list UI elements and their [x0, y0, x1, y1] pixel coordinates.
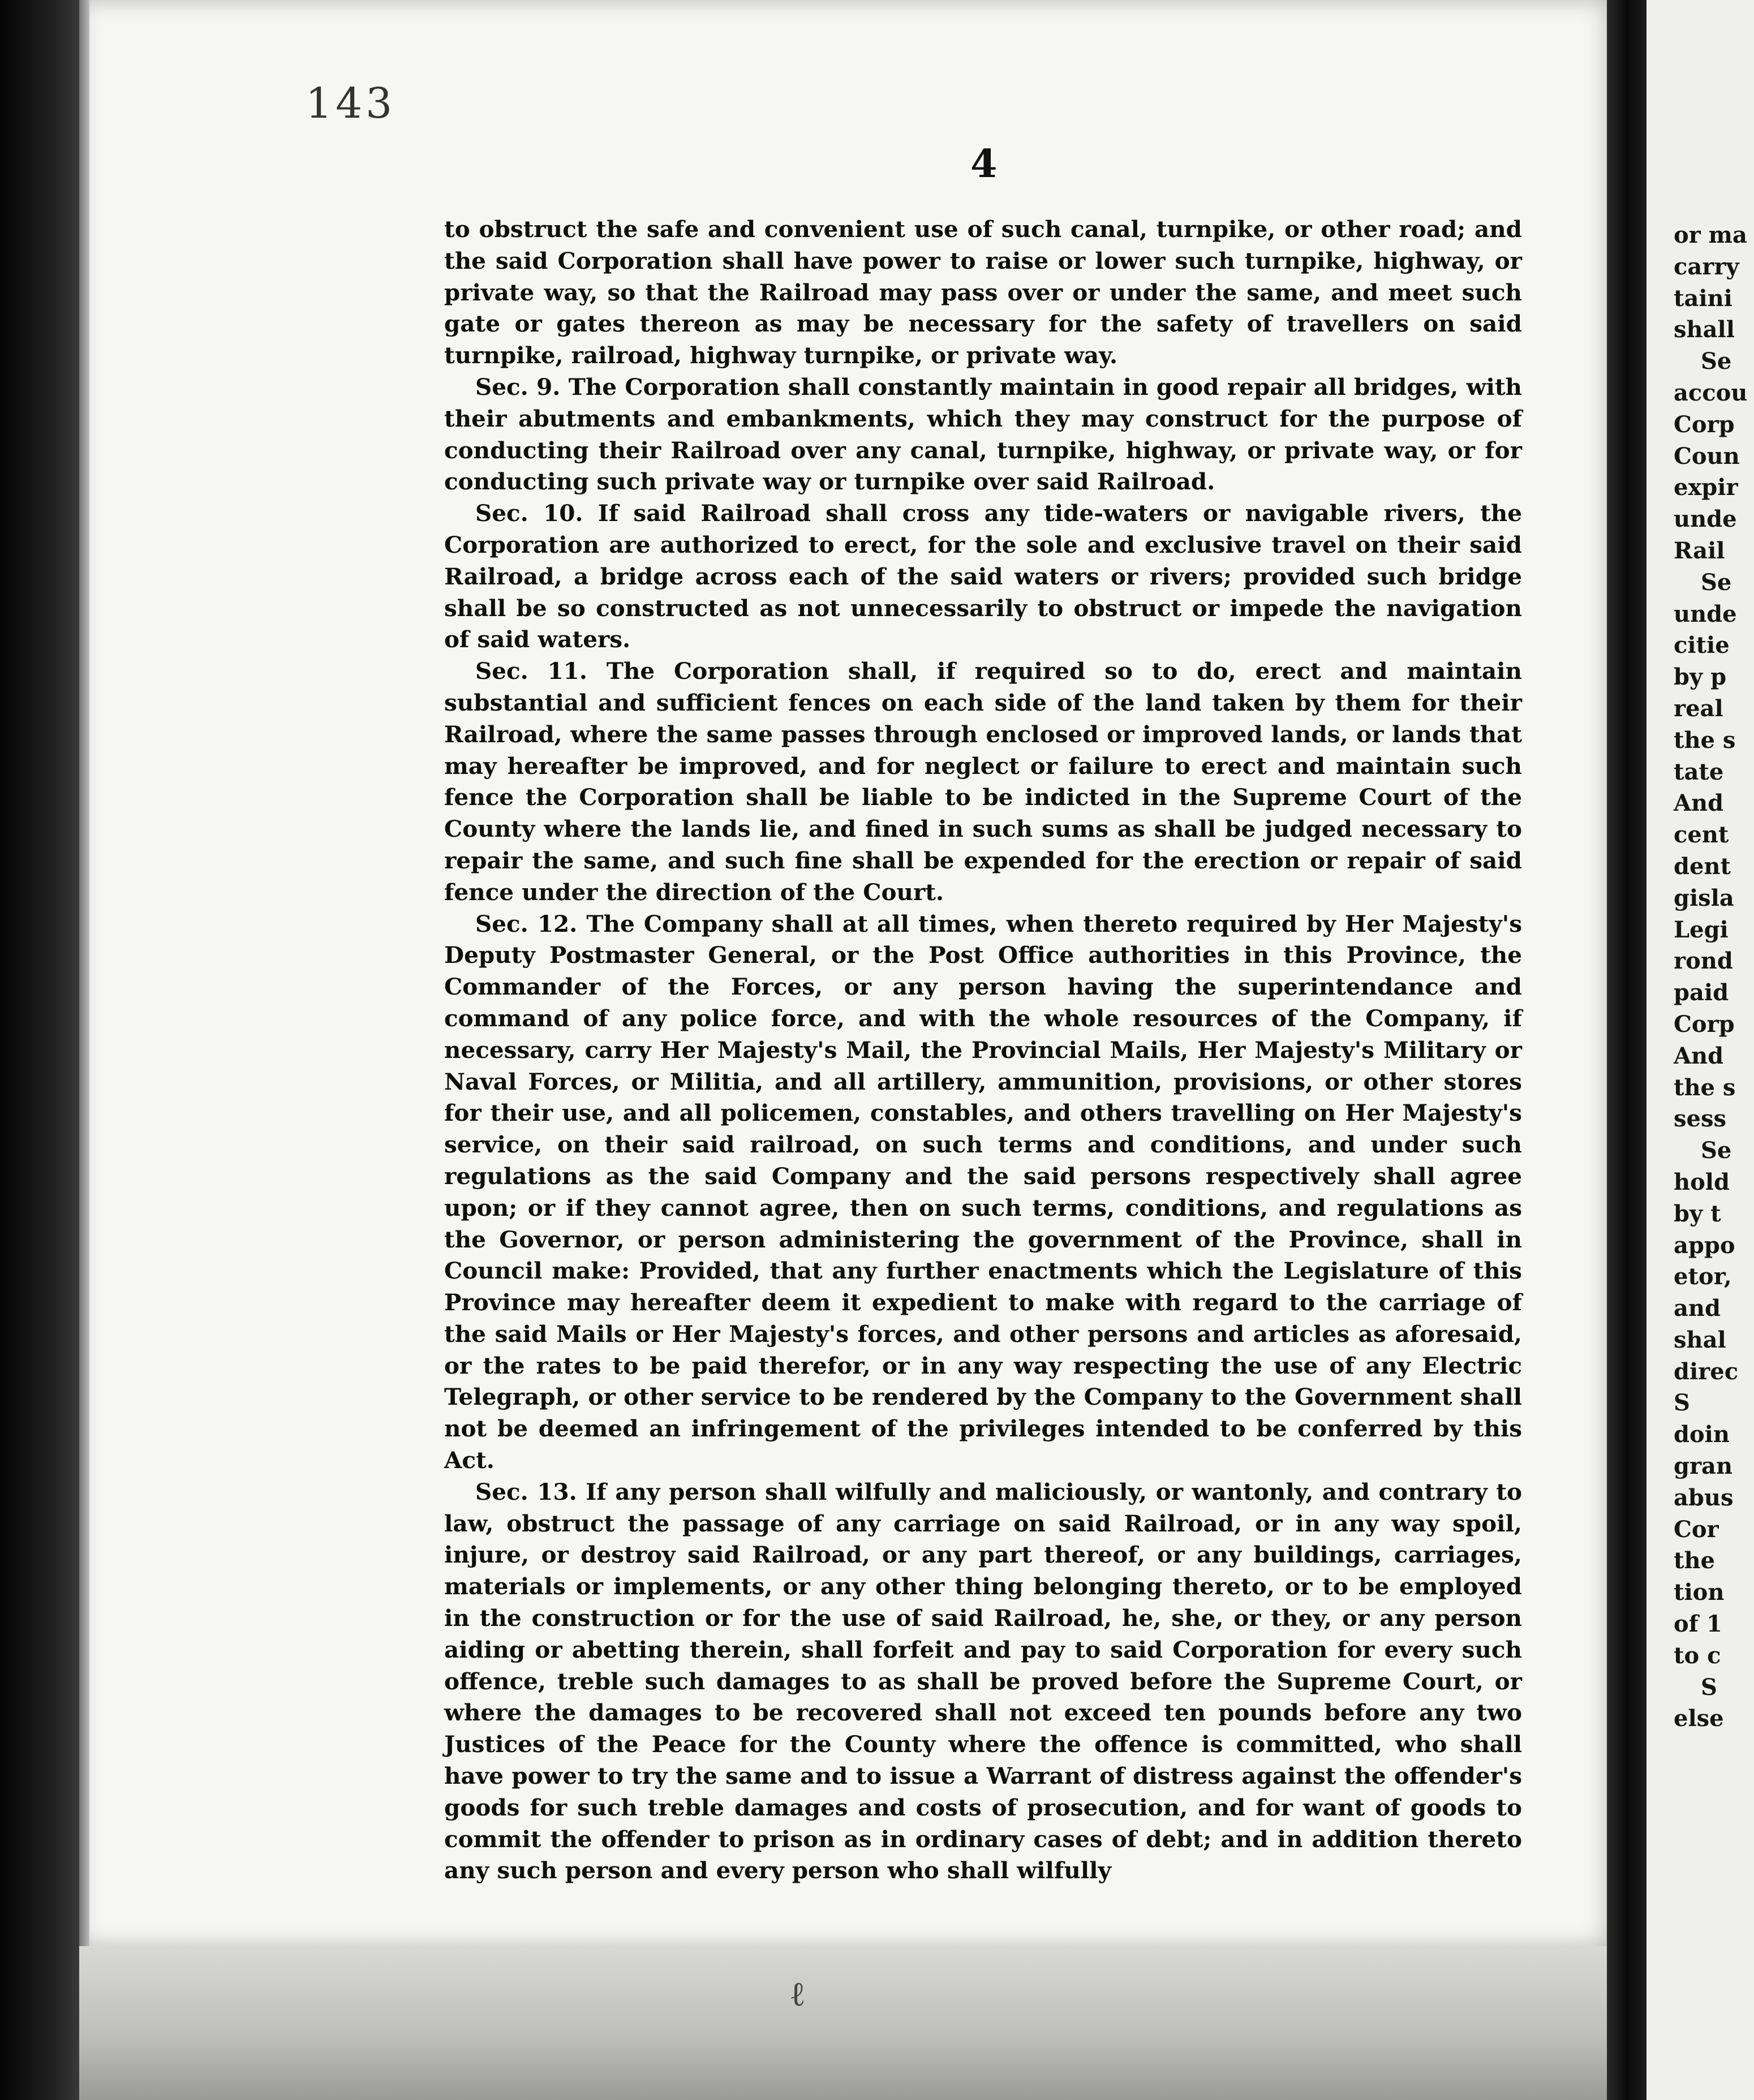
fragment-line: Legi	[1674, 916, 1729, 943]
paragraph-sec-9: Sec. 9. The Corporation shall constantly maintain in good repair all bridges, with their abutments and embankments, which they may construct for the purpose of conducting their Railroad over any canal, turnpike, highway, or private way, or for conducting such private way or turnpike over said Railroad.	[444, 373, 1522, 496]
fragment-line: gisla	[1674, 884, 1734, 911]
fragment-line: and	[1674, 1295, 1721, 1322]
fragment-line: appo	[1674, 1232, 1735, 1259]
fragment-line: the s	[1674, 726, 1736, 754]
fragment-line: hold	[1674, 1168, 1730, 1195]
paragraph-sec-13: Sec. 13. If any person shall wilfully and maliciously, or wantonly, and contrary to law, obstruct the passage of any carriage on said Railroad, or in any way spoil, injure, or destroy said Railroad, or any part thereof, or any buildings, carriages, materials or implements, or any other thing belonging thereto, or to be employed in the construction or for the use of said Railroad, he, she, or they, or any person aiding or abetting therein, shall forfeit and pay to said Corporation for every such offence, treble such damages to as shall be proved before the Supreme Court, or where the damages to be recovered shall not exceed ten pounds before any two Justices of the Peace for the County where the offence is committed, who shall have power to try the same and to issue a Warrant of distress against the offender's goods for such treble damages and costs of prosecution, and for want of goods to commit the offender to prison as in ordinary cases of debt; and in addition thereto any such person and every person who shall wilfully	[444, 1478, 1522, 1884]
fragment-line: the s	[1674, 1074, 1736, 1101]
fragment-line: to c	[1674, 1642, 1721, 1669]
fragment-line: of 1	[1674, 1611, 1722, 1638]
fragment-line: Corp	[1674, 1010, 1735, 1038]
fragment-line: S	[1701, 1673, 1717, 1701]
fragment-line: S	[1674, 1389, 1690, 1417]
fragment-line: gran	[1674, 1453, 1733, 1480]
fragment-line: expir	[1674, 474, 1738, 501]
fragment-line: Corp	[1674, 411, 1735, 438]
fragment-line: Se	[1701, 569, 1732, 596]
paragraph-sec-12: Sec. 12. The Company shall at all times, when thereto required by Her Majesty's Deputy Postmaster General, or the Post Office authorities in this Province, the Commander of the Forces, or any person having the superintendance and command of any police force, and with the whole resources of the Company, if necessary, carry Her Majesty's Mail, the Provincial Mails, Her Majesty's Military or Naval Forces, or Militia, and all artillery, ammunition, provisions, or other stores for their use, and all policemen, constables, and others travelling on Her Majesty's service, on their said railroad, on such terms and conditions, and under such regulations as the said Company and the said persons respectively shall agree upon; or if they cannot agree, then on such terms, conditions, and regulations as the Governor, or person administering the government of the Province, shall in Council make: Provided, that any further enactments which the Legislature of this Province may hereafter deem it expedient to make with regard to the carriage of the said Mails or Her Majesty's forces, and other persons and articles as aforesaid, or the rates to be paid therefor, or in any way respecting the use of any Electric Telegraph, or other service to be rendered by the Company to the Government shall not be deemed an infringement of the privileges intended to be conferred by this Act.	[444, 910, 1522, 1474]
page-number: 4	[970, 141, 998, 187]
fragment-line: cent	[1674, 821, 1729, 849]
fragment-line: etor,	[1674, 1263, 1732, 1290]
fragment-line: And	[1674, 1042, 1724, 1069]
fragment-line: direc	[1674, 1358, 1739, 1385]
fragment-line: rond	[1674, 948, 1733, 975]
fragment-line: Coun	[1674, 442, 1740, 470]
fragment-line: Se	[1701, 1137, 1732, 1164]
fragment-line: Cor	[1674, 1516, 1719, 1543]
paragraph-sec-11: Sec. 11. The Corporation shall, if required so to do, erect and maintain substantial and sufficient fences on each side of the land taken by them for their Railroad, where the same passes through enclosed or improved lands, or lands that may hereafter be improved, and for neglect or failure to erect and maintain such fence the Corporation shall be liable to be indicted in the Supreme Court of the County where the lands lie, and fined in such sums as shall be judged necessary to repair the same, and such fine shall be expended for the erection or repair of said fence under the direction of the Court.	[444, 657, 1522, 906]
fragment-line: citie	[1674, 632, 1730, 659]
fragment-line: tion	[1674, 1579, 1725, 1606]
fragment-line: unde	[1674, 506, 1737, 533]
fragment-line: paid	[1674, 979, 1729, 1006]
fragment-line: accou	[1674, 379, 1748, 406]
fragment-line: the	[1674, 1547, 1716, 1574]
fragment-line: real	[1674, 695, 1723, 722]
fragment-line: And	[1674, 790, 1724, 817]
fragment-line: shall	[1674, 316, 1735, 343]
adjacent-page-text	[1674, 220, 1754, 1735]
fragment-line: dent	[1674, 853, 1731, 880]
page-bottom-edge	[79, 1946, 1607, 2100]
fragment-line: else	[1674, 1705, 1724, 1732]
fragment-line: shal	[1674, 1326, 1726, 1353]
fragment-line: carry	[1674, 253, 1739, 280]
fragment-line: by p	[1674, 664, 1727, 691]
fragment-line: by t	[1674, 1200, 1721, 1227]
folio-number: 143	[306, 79, 396, 128]
fragment-line: doin	[1674, 1421, 1730, 1448]
body-text	[444, 214, 1522, 1887]
paragraph-continued: to obstruct the safe and convenient use of such canal, turnpike, or other road; and the said Corporation shall have power to raise or lower such turnpike, highway, or private way, so that the Railroad may pass over or under the same, and meet such gate or gates thereon as may be necessary for the safety of travellers on said turnpike, railroad, highway turnpike, or private way.	[444, 216, 1522, 369]
fragment-line: taini	[1674, 285, 1732, 312]
fragment-line: or ma	[1674, 222, 1747, 248]
scan-border-left	[0, 0, 79, 2100]
fragment-line: abus	[1674, 1484, 1734, 1511]
adjacent-page-fragment	[1646, 0, 1754, 2100]
scan-artifact: ℓ	[789, 1974, 806, 2014]
fragment-line: sess	[1674, 1105, 1727, 1133]
fragment-line: tate	[1674, 758, 1724, 785]
page-gutter	[1607, 0, 1646, 2100]
fragment-line: Rail	[1674, 537, 1725, 564]
fragment-line: unde	[1674, 600, 1737, 627]
paragraph-sec-10: Sec. 10. If said Railroad shall cross any tide-waters or navigable rivers, the Corporation are authorized to erect, for the sole and exclusive travel on their said Railroad, a bridge across each of the said waters or rivers; provided such bridge shall be so constructed as not unnecessarily to obstruct or impede the navigation of said waters.	[444, 500, 1522, 653]
fragment-line: Se	[1701, 348, 1732, 375]
